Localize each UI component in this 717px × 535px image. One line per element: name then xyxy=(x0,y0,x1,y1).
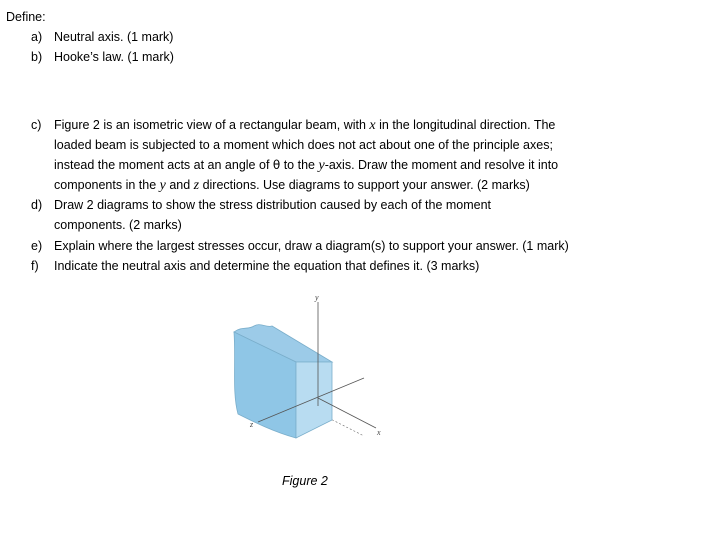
question-c-text-1b: in the longitudinal direction. The xyxy=(375,118,556,132)
question-e-text: Explain where the largest stresses occur, draw a diagram(s) to support your answer. (1 mark) xyxy=(54,239,569,253)
question-c-text-3c: -axis. Draw the moment and resolve it into xyxy=(324,158,559,172)
var-theta: θ xyxy=(272,158,281,172)
var-x: x xyxy=(369,118,376,133)
question-f-text: Indicate the neutral axis and determine the equation that defines it. (3 marks) xyxy=(54,259,480,273)
question-d-line-2: components. (2 marks) xyxy=(54,218,182,232)
beam-isometric-figure xyxy=(214,292,394,452)
var-y: y xyxy=(318,158,325,173)
question-e-label: e) xyxy=(31,239,43,253)
axis-label-y: y xyxy=(315,293,319,302)
question-d-label: d) xyxy=(31,198,43,212)
question-a-label: a) xyxy=(31,30,43,44)
axis-label-x: x xyxy=(377,428,381,437)
var-y-2: y xyxy=(159,178,166,193)
question-c-text-1a: Figure 2 is an isometric view of a rectangular beam, with xyxy=(54,118,370,132)
var-z: z xyxy=(193,178,200,193)
question-c-label: c) xyxy=(31,118,42,132)
question-c-text-3b: to the xyxy=(280,158,319,172)
question-c-text-3a: instead the moment acts at an angle of xyxy=(54,158,273,172)
question-c-line-1 xyxy=(54,117,555,134)
axis-label-z: z xyxy=(250,420,254,429)
question-c-text-4b: and xyxy=(165,178,194,192)
define-heading: Define: xyxy=(6,10,46,24)
question-c-line-4 xyxy=(54,177,530,194)
question-c-text-4c: directions. Use diagrams to support your answer. (2 marks) xyxy=(199,178,530,192)
beam-end-face xyxy=(296,362,332,438)
question-c-line-3 xyxy=(54,157,558,174)
question-c-line-2: loaded beam is subjected to a moment which does not act about one of the principle axes; xyxy=(54,138,553,152)
figure-caption: Figure 2 xyxy=(282,474,328,488)
question-b-text: Hooke’s law. (1 mark) xyxy=(54,50,174,64)
question-d-line-1: Draw 2 diagrams to show the stress distribution caused by each of the moment xyxy=(54,198,492,212)
question-c-text-4a: components in the xyxy=(54,178,160,192)
question-a-text: Neutral axis. (1 mark) xyxy=(54,30,174,44)
question-f-label: f) xyxy=(31,259,39,273)
question-b-label: b) xyxy=(31,50,43,64)
